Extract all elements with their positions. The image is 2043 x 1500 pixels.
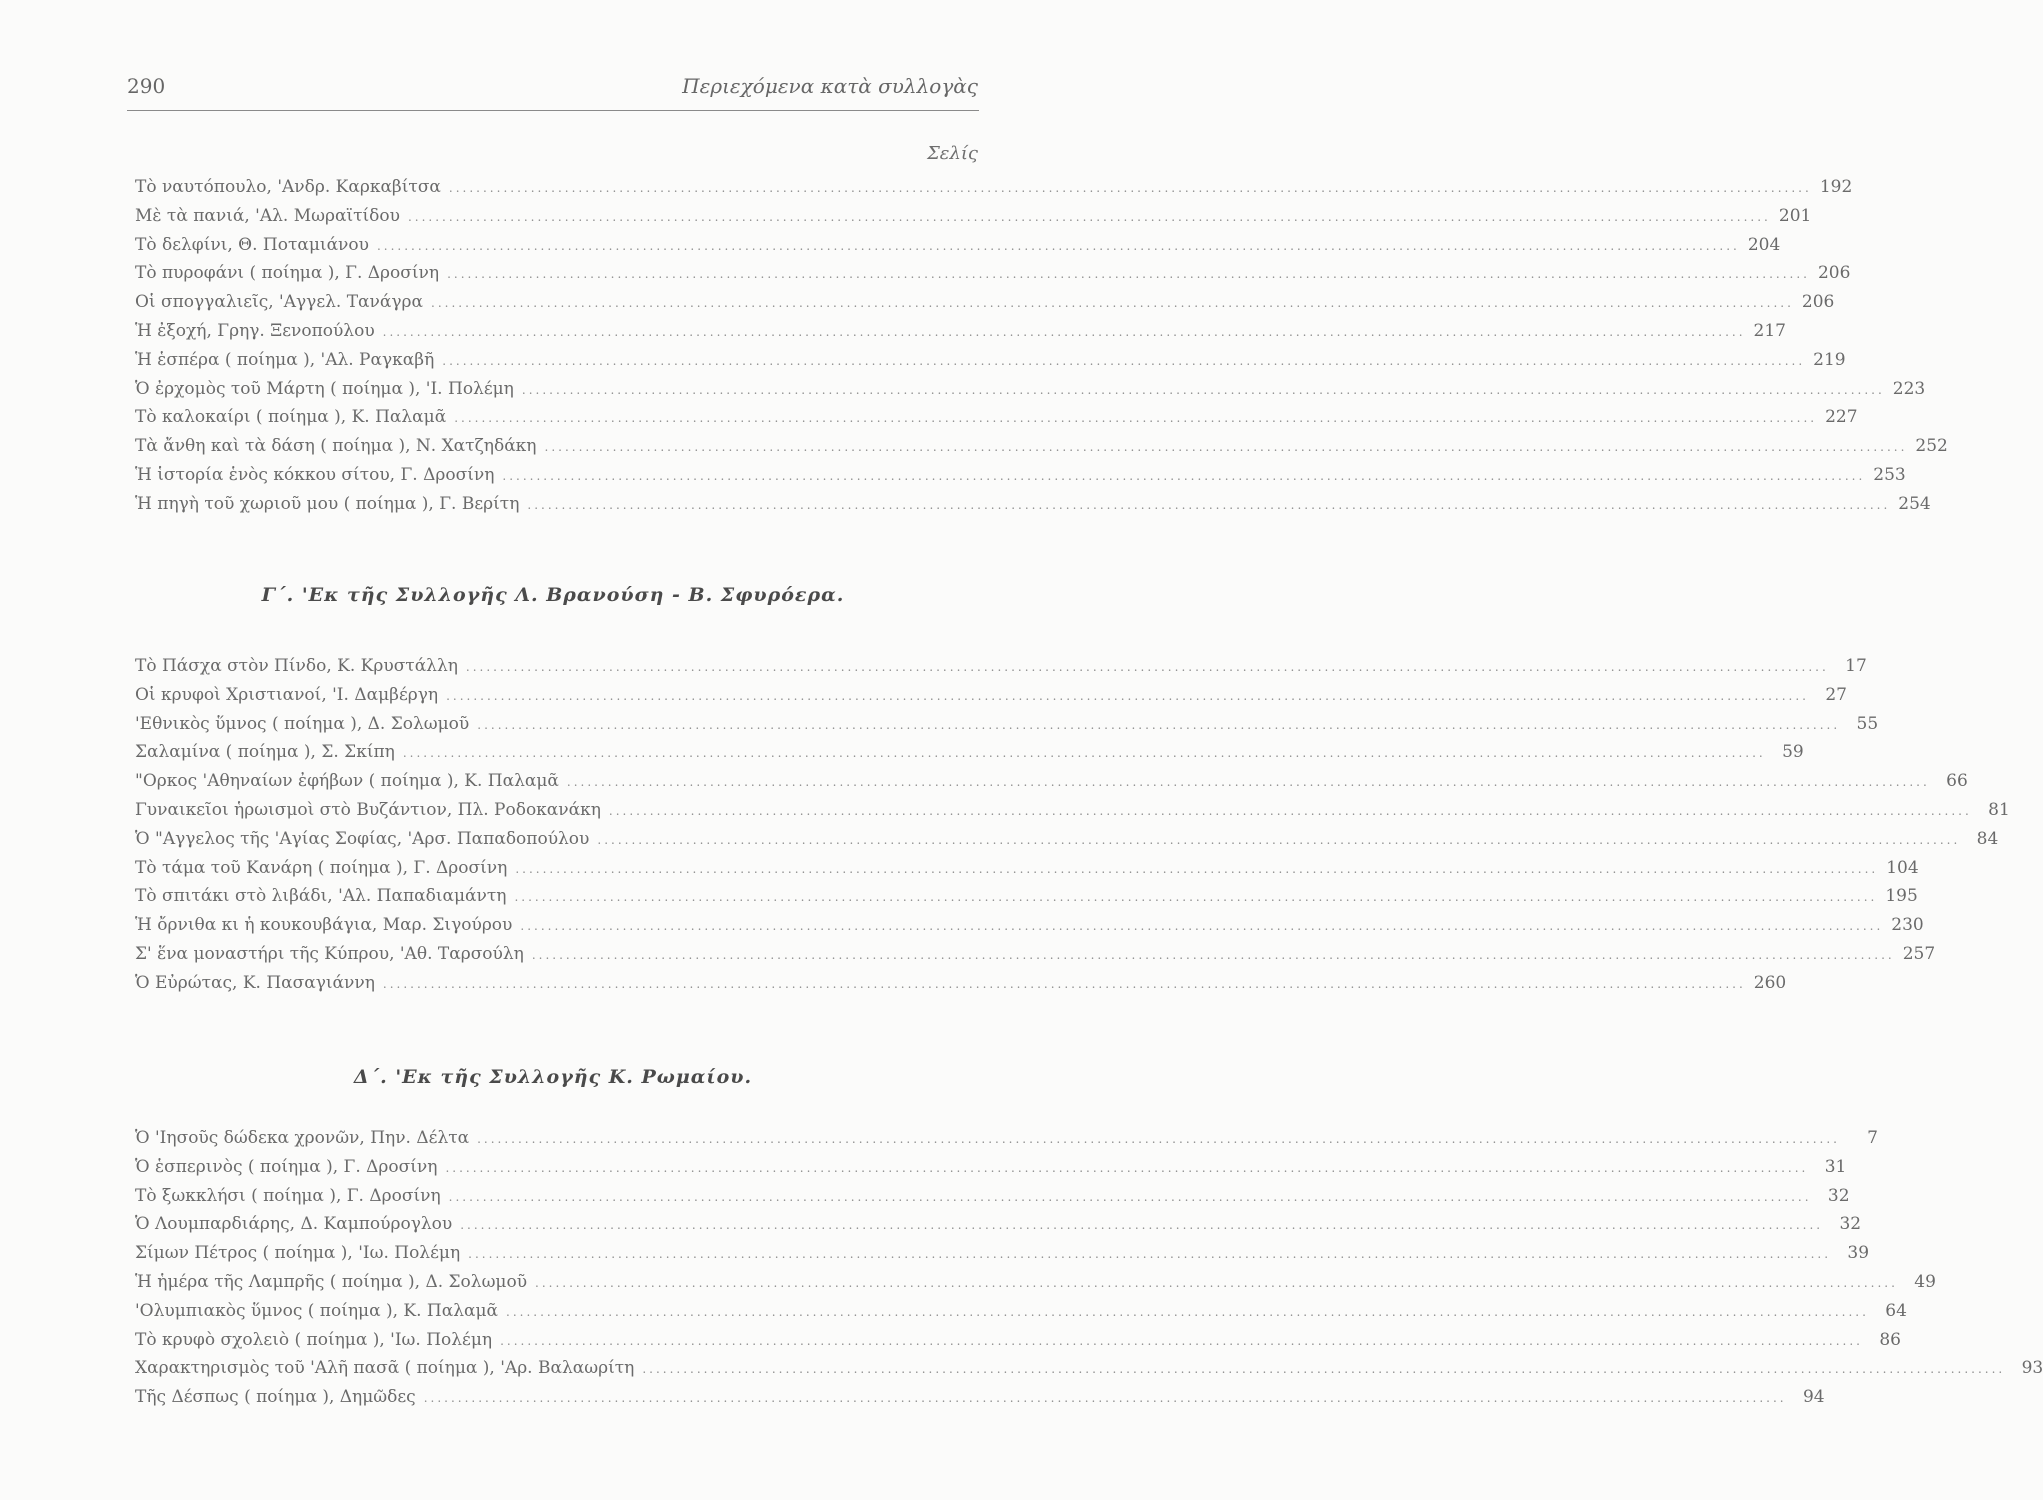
- leader-dots: ........................................................................................................................................................................................................: [514, 890, 1878, 905]
- leader-dots: ........................................................................................................................................................................................................: [460, 1218, 1824, 1233]
- entry-title: 'Ολυμπιακὸς ὕμνος ( ποίημα ), Κ. Παλαμᾶ: [135, 1300, 499, 1321]
- toc-entry: [135, 259, 1851, 288]
- entry-page: 217: [1753, 320, 1786, 341]
- entry-page: 39: [1847, 1243, 1870, 1264]
- entry-title: Ὁ "Αγγελος τῆς 'Αγίας Σοφίας, 'Αρσ. Παπαδοπούλου: [135, 828, 590, 849]
- entry-title: Τὸ ναυτόπουλο, 'Ανδρ. Καρκαβίτσα: [135, 177, 441, 197]
- toc-entry: [135, 1354, 2043, 1383]
- entry-title: Τὸ τάμα τοῦ Κανάρη ( ποίημα ), Γ. Δροσίνη: [135, 857, 508, 878]
- leader-dots: ........................................................................................................................................................................................................: [527, 497, 1891, 512]
- entry-page: 204: [1747, 234, 1781, 255]
- leader-dots: ........................................................................................................................................................................................................: [407, 209, 1771, 224]
- entry-title: Τὸ κρυφὸ σχολειὸ ( ποίημα ), 'Ιω. Πολέμη: [135, 1329, 493, 1350]
- entry-page: 81: [1988, 799, 2010, 820]
- entry-title: Οἱ κρυφοὶ Χριστιανοί, 'Ι. Δαμβέργη: [135, 684, 439, 705]
- page-number: 290: [127, 74, 166, 98]
- entry-page: 93: [2021, 1358, 2043, 1379]
- toc-entry: [135, 1268, 1936, 1297]
- toc-entry: [135, 911, 1924, 940]
- entry-page: 66: [1946, 771, 1968, 792]
- leader-dots: ........................................................................................................................................................................................................: [521, 382, 1885, 397]
- entry-page: 195: [1885, 886, 1918, 907]
- toc-entry: [135, 1326, 1901, 1355]
- toc-entry: [135, 1124, 1878, 1153]
- leader-dots: ........................................................................................................................................................................................................: [465, 660, 1829, 674]
- entry-title: Μὲ τὰ πανιά, 'Αλ. Μωραϊτίδου: [135, 205, 400, 226]
- entry-title: Σ' ἕνα μοναστήρι τῆς Κύπρου, 'Αθ. Ταρσούλη: [135, 943, 524, 964]
- entry-title: Τὸ ξωκκλήσι ( ποίημα ), Γ. Δροσίνη: [135, 1185, 441, 1206]
- entry-page: 254: [1898, 493, 1931, 514]
- toc-section-d: [135, 1124, 2043, 1412]
- leader-dots: ........................................................................................................................................................................................................: [431, 296, 1794, 311]
- leader-dots: ........................................................................................................................................................................................................: [445, 1160, 1809, 1175]
- entry-page: 201: [1778, 205, 1812, 226]
- entry-page: 260: [1753, 972, 1787, 993]
- toc-entry: [135, 461, 1906, 490]
- toc-entry: [135, 375, 1926, 404]
- entry-page: 84: [1976, 828, 1999, 849]
- entry-title: Οἱ σπογγαλιεῖς, 'Αγγελ. Τανάγρα: [135, 292, 423, 313]
- entry-page: 223: [1892, 378, 1926, 399]
- entry-page: 206: [1801, 292, 1835, 313]
- leader-dots: ........................................................................................................................................................................................................: [477, 717, 1841, 732]
- leader-dots: ........................................................................................................................................................................................................: [597, 832, 1961, 847]
- toc-entry: [135, 202, 1812, 231]
- toc-entry: [135, 767, 1968, 796]
- entry-page: 253: [1873, 464, 1906, 485]
- toc-entry: [135, 317, 1786, 346]
- entry-page: 49: [1914, 1271, 1936, 1292]
- toc-section-b: [135, 173, 1948, 519]
- entry-title: Τὸ πυροφάνι ( ποίημα ), Γ. Δροσίνη: [135, 263, 440, 284]
- entry-title: Χαρακτηρισμὸς τοῦ 'Αλῆ πασᾶ ( ποίημα ), 'Αρ. Βαλαωρίτη: [135, 1358, 635, 1379]
- page-column-label: Σελίς: [927, 143, 978, 164]
- entry-title: Ἡ ἱστορία ἑνὸς κόκκου σίτου, Γ. Δροσίνη: [135, 464, 495, 485]
- toc-section-c: [135, 652, 2010, 998]
- leader-dots: ........................................................................................................................................................................................................: [642, 1362, 2006, 1377]
- toc-entry: [135, 346, 1846, 375]
- leader-dots: ........................................................................................................................................................................................................: [447, 267, 1810, 282]
- toc-entry: [135, 1153, 1847, 1182]
- entry-title: Ὁ Λουμπαρδιάρης, Δ. Καμπούρογλου: [135, 1214, 453, 1235]
- leader-dots: ........................................................................................................................................................................................................: [442, 353, 1806, 368]
- leader-dots: ........................................................................................................................................................................................................: [448, 1189, 1812, 1204]
- leader-dots: ........................................................................................................................................................................................................: [402, 746, 1766, 761]
- entry-page: 55: [1856, 713, 1879, 734]
- entry-page: 27: [1825, 684, 1847, 705]
- entry-page: 32: [1839, 1214, 1862, 1235]
- leader-dots: ........................................................................................................................................................................................................: [531, 947, 1895, 962]
- leader-dots: ........................................................................................................................................................................................................: [566, 775, 1930, 790]
- entry-title: Σίμων Πέτρος ( ποίημα ), 'Ιω. Πολέμη: [135, 1243, 461, 1264]
- entry-page: 32: [1827, 1185, 1850, 1206]
- toc-entry: [135, 1239, 1870, 1268]
- section-c-heading: Γ΄. 'Εκ τῆς Συλλογῆς Λ. Βρανούση - Β. Σφυρόερα.: [261, 584, 845, 606]
- entry-title: Τὸ σπιτάκι στὸ λιβάδι, 'Αλ. Παπαδιαμάντη: [135, 886, 507, 907]
- entry-title: Τὸ Πάσχα στὸν Πίνδο, Κ. Κρυστάλλη: [135, 656, 458, 676]
- toc-entry: [135, 403, 1858, 432]
- leader-dots: ........................................................................................................................................................................................................: [423, 1391, 1787, 1406]
- entry-title: "Ορκος 'Αθηναίων ἐφήβων ( ποίημα ), Κ. Παλαμᾶ: [135, 771, 559, 792]
- toc-entry: [135, 652, 1867, 681]
- section-d-heading: Δ΄. 'Εκ τῆς Συλλογῆς Κ. Ρωμαίου.: [353, 1066, 753, 1088]
- entry-title: Ὁ Εὐρώτας, Κ. Πασαγιάννη: [135, 972, 375, 993]
- entry-title: Σαλαμίνα ( ποίημα ), Σ. Σκίπη: [135, 742, 395, 763]
- entry-page: 59: [1782, 742, 1804, 763]
- toc-entry: [135, 1383, 1825, 1412]
- leader-dots: ........................................................................................................................................................................................................: [477, 1132, 1840, 1146]
- leader-dots: ........................................................................................................................................................................................................: [382, 976, 1746, 991]
- entry-page: 252: [1915, 436, 1948, 457]
- entry-title: Ἡ ὄρνιθα κι ἡ κουκουβάγια, Μαρ. Σιγούρου: [135, 915, 513, 936]
- entry-title: Ἡ ἑσπέρα ( ποίημα ), 'Αλ. Ραγκαβῆ: [135, 349, 435, 370]
- toc-entry: [135, 1182, 1850, 1211]
- toc-entry: [135, 796, 2010, 825]
- toc-entry: [135, 940, 1936, 969]
- toc-entry: [135, 432, 1948, 461]
- entry-title: Τὸ καλοκαίρι ( ποίημα ), Κ. Παλαμᾶ: [135, 407, 447, 428]
- toc-entry: [135, 1297, 1907, 1326]
- toc-entry: [135, 825, 1999, 854]
- entry-page: 94: [1802, 1387, 1825, 1408]
- toc-entry: [135, 710, 1879, 739]
- entry-page: 31: [1824, 1156, 1847, 1177]
- leader-dots: ........................................................................................................................................................................................................: [520, 919, 1884, 934]
- entry-title: Γυναικεῖοι ἡρωισμοὶ στὸ Βυζάντιον, Πλ. Ροδοκανάκη: [135, 799, 601, 820]
- toc-entry: [135, 1210, 1862, 1239]
- entry-title: Ἡ ἐξοχή, Γρηγ. Ξενοπούλου: [135, 320, 375, 341]
- entry-title: Ὁ 'Ιησοῦς δώδεκα χρονῶν, Πην. Δέλτα: [135, 1128, 470, 1148]
- entry-title: Τὸ δελφίνι, Θ. Ποταμιάνου: [135, 234, 369, 255]
- entry-title: 'Εθνικὸς ὕμνος ( ποίημα ), Δ. Σολωμοῦ: [135, 713, 470, 734]
- entry-title: Ὁ ἐρχομὸς τοῦ Μάρτη ( ποίημα ), 'Ι. Πολέμη: [135, 378, 514, 399]
- header-rule: [127, 110, 979, 111]
- entry-page: 257: [1902, 943, 1936, 964]
- leader-dots: ........................................................................................................................................................................................................: [454, 411, 1818, 426]
- leader-dots: ........................................................................................................................................................................................................: [468, 1247, 1832, 1262]
- toc-entry: [135, 681, 1847, 710]
- toc-entry: [135, 490, 1931, 519]
- entry-page: 219: [1813, 349, 1846, 370]
- leader-dots: ........................................................................................................................................................................................................: [515, 861, 1879, 876]
- entry-title: Τὰ ἄνθη καὶ τὰ δάση ( ποίημα ), Ν. Χατζηδάκη: [135, 436, 537, 457]
- toc-entry: [135, 231, 1781, 260]
- toc-entry: [135, 882, 1918, 911]
- entry-title: Τῆς Δέσπως ( ποίημα ), Δημῶδες: [135, 1387, 416, 1408]
- entry-page: 192: [1819, 177, 1853, 197]
- leader-dots: ........................................................................................................................................................................................................: [506, 1304, 1869, 1319]
- toc-entry: [135, 854, 1919, 883]
- leader-dots: ........................................................................................................................................................................................................: [608, 803, 1972, 818]
- entry-page: 104: [1886, 857, 1919, 878]
- entry-page: 227: [1825, 407, 1858, 428]
- leader-dots: ........................................................................................................................................................................................................: [535, 1275, 1898, 1290]
- entry-title: Ἡ ἡμέρα τῆς Λαμπρῆς ( ποίημα ), Δ. Σολωμοῦ: [135, 1271, 528, 1292]
- leader-dots: ........................................................................................................................................................................................................: [502, 468, 1866, 483]
- leader-dots: ........................................................................................................................................................................................................: [376, 238, 1740, 253]
- toc-entry: [135, 173, 1853, 202]
- entry-page: 64: [1885, 1300, 1907, 1321]
- entry-page: 17: [1845, 656, 1867, 676]
- leader-dots: ........................................................................................................................................................................................................: [544, 440, 1908, 455]
- toc-entry: [135, 738, 1804, 767]
- leader-dots: ........................................................................................................................................................................................................: [448, 181, 1812, 195]
- entry-page: 206: [1817, 263, 1851, 284]
- leader-dots: ........................................................................................................................................................................................................: [500, 1333, 1863, 1348]
- toc-entry: [135, 969, 1787, 998]
- leader-dots: ........................................................................................................................................................................................................: [446, 688, 1809, 703]
- entry-title: Ἡ πηγὴ τοῦ χωριοῦ μου ( ποίημα ), Γ. Βερίτη: [135, 493, 520, 514]
- entry-page: 86: [1879, 1329, 1901, 1350]
- entry-page: 7: [1867, 1128, 1878, 1148]
- entry-page: 230: [1891, 915, 1924, 936]
- leader-dots: ........................................................................................................................................................................................................: [382, 324, 1746, 339]
- entry-title: Ὁ ἑσπερινὸς ( ποίημα ), Γ. Δροσίνη: [135, 1156, 438, 1177]
- toc-entry: [135, 288, 1835, 317]
- running-title: Περιεχόμενα κατὰ συλλογὰς: [682, 74, 978, 98]
